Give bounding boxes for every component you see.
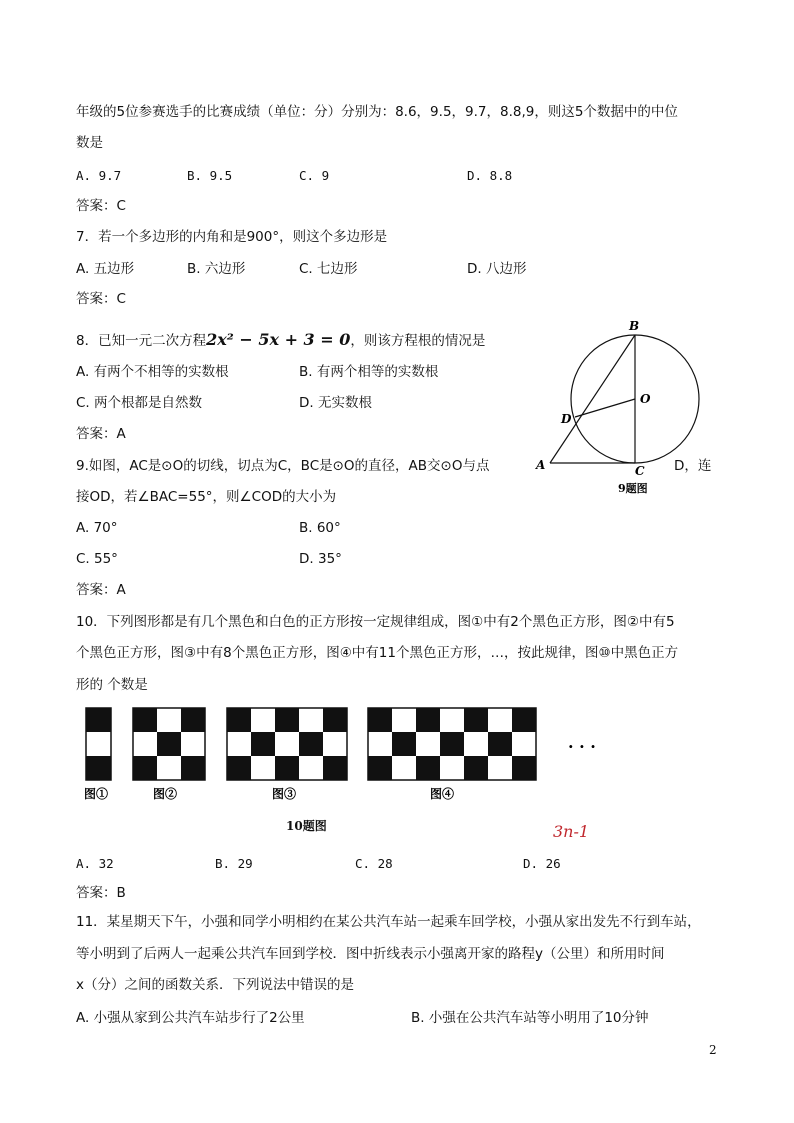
- q10-line3: 形的 个数是: [76, 677, 148, 693]
- q6-option-a: A. 9.7: [76, 168, 122, 183]
- q11-line1: 11．某星期天下午，小强和同学小明相约在某公共汽车站一起乘车回学校，小强从家出发先不行到车站，: [76, 914, 701, 930]
- q9-option-c: C. 55°: [76, 551, 118, 567]
- q10-answer: 答案：B: [76, 885, 126, 901]
- q10-pattern-2: [133, 708, 205, 780]
- q8-stem-suffix: ，则该方程根的情况是: [350, 333, 486, 349]
- q6-answer: 答案：C: [76, 198, 126, 214]
- q11-option-b: B. 小强在公共汽车站等小明用了10分钟: [411, 1010, 649, 1026]
- q9-line2: 接OD，若∠BAC=55°，则∠COD的大小为: [76, 489, 337, 505]
- q9-option-d: D. 35°: [299, 551, 342, 567]
- q8-option-b: B. 有两个相等的实数根: [299, 364, 439, 380]
- q9-label-o: O: [640, 392, 651, 406]
- q6-option-d: D. 8.8: [467, 168, 513, 183]
- q8-equation: 2x² − 5x + 3 = 0: [206, 330, 351, 349]
- q9-answer: 答案：A: [76, 582, 126, 598]
- q9-caption: 9题图: [618, 482, 648, 495]
- q10-label-1: 图①: [84, 787, 109, 801]
- q9-label-b: B: [629, 319, 640, 333]
- q10-figure: [80, 700, 620, 836]
- q9-line1: 9.如图，AC是⊙O的切线，切点为C，BC是⊙O的直径，AB交⊙O与点: [76, 458, 490, 474]
- q9-option-a: A. 70°: [76, 520, 118, 536]
- q7-stem: 7．若一个多边形的内角和是900°，则这个多边形是: [76, 229, 388, 245]
- q10-caption: 10题图: [286, 819, 327, 833]
- q7-option-b: B. 六边形: [187, 261, 246, 277]
- q9-label-a: A: [536, 458, 546, 472]
- q10-pattern-4: [368, 708, 536, 780]
- q10-pattern-3: [227, 708, 347, 780]
- q10-option-b: B. 29: [215, 856, 253, 871]
- q7-option-d: D. 八边形: [467, 261, 527, 277]
- q6-line2: 数是: [76, 135, 103, 151]
- q11-option-a: A. 小强从家到公共汽车站步行了2公里: [76, 1010, 305, 1026]
- q10-line2: 个黑色正方形，图③中有8个黑色正方形，图④中有11个黑色正方形，…，按此规律，图⑩中黑色正方: [76, 645, 679, 661]
- page-number: 2: [709, 1043, 717, 1057]
- q10-line1: 10．下列图形都是有几个黑色和白色的正方形按一定规律组成，图①中有2个黑色正方形，图②中有5: [76, 614, 675, 630]
- q10-pattern-1: [86, 708, 111, 780]
- q8-option-d: D. 无实数根: [299, 395, 372, 411]
- q8-stem-prefix: 8．已知一元二次方程: [76, 333, 207, 349]
- q11-line2: 等小明到了后两人一起乘公共汽车回到学校．图中折线表示小强离开家的路程y（公里）和所用时间: [76, 946, 665, 962]
- q11-line3: x（分）之间的函数关系．下列说法中错误的是: [76, 977, 354, 993]
- q6-option-c: C. 9: [299, 168, 330, 183]
- q8-answer: 答案：A: [76, 426, 126, 442]
- q9-secant-ab: [550, 335, 635, 463]
- q10-option-d: D. 26: [523, 856, 561, 871]
- q8-option-c: C. 两个根都是自然数: [76, 395, 203, 411]
- q6-option-b: B. 9.5: [187, 168, 233, 183]
- q6-line1: 年级的5位参赛选手的比赛成绩（单位：分）分别为：8.6，9.5，9.7，8.8,9，则这5个数据中的中位: [76, 104, 678, 120]
- q9-segment-od: [575, 399, 635, 417]
- q10-label-3: 图③: [272, 787, 297, 801]
- q10-label-4: 图④: [430, 787, 455, 801]
- q10-label-2: 图②: [153, 787, 178, 801]
- q9-label-c: C: [635, 464, 645, 478]
- q9-line1-end: D，连: [674, 458, 712, 474]
- q7-option-c: C. 七边形: [299, 261, 358, 277]
- q7-option-a: A. 五边形: [76, 261, 135, 277]
- q8-stem: [76, 330, 485, 349]
- q9-figure: [528, 318, 712, 500]
- q9-label-d: D: [561, 412, 572, 426]
- q10-option-a: A. 32: [76, 856, 114, 871]
- q7-answer: 答案：C: [76, 291, 126, 307]
- q9-option-b: B. 60°: [299, 520, 341, 536]
- q10-ellipsis: · · ·: [568, 737, 596, 756]
- q10-handwritten-note: 3n-1: [553, 822, 590, 841]
- q10-option-c: C. 28: [355, 856, 393, 871]
- q8-option-a: A. 有两个不相等的实数根: [76, 364, 229, 380]
